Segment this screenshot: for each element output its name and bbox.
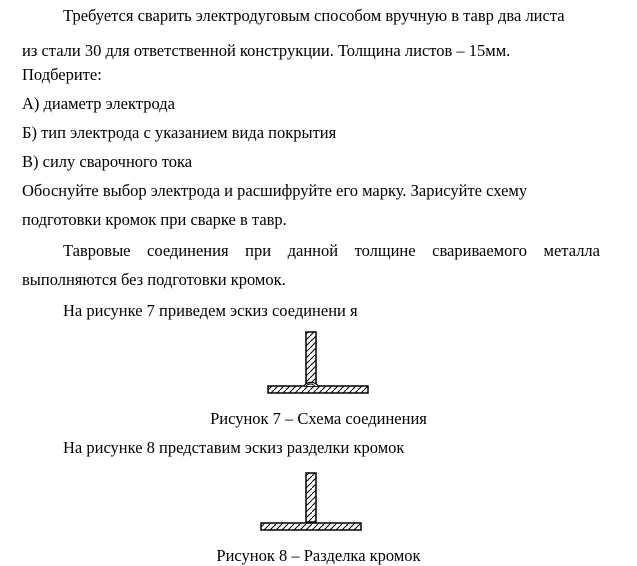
base-plate [268,386,368,393]
paragraph-1-line-3: Подберите: [22,65,102,84]
paragraph-3-line-2: выполняются без подготовки кромок. [22,270,286,289]
paragraph-4: На рисунке 7 приведем эскиз соединени я [63,301,358,320]
word: металла [543,241,600,260]
word: при [245,241,272,260]
word: свариваемого [432,241,527,260]
list-item-b: Б) тип электрода с указанием вида покрытия [22,123,337,142]
paragraph-1-line-2: из стали 30 для ответственной конструкции. Толщина листов – 15мм. [22,41,511,60]
word: толщине [354,241,416,260]
list-item-c: В) силу сварочного тока [22,152,193,171]
list-item-a: А) диаметр электрода [22,94,175,113]
figure-7-caption: Рисунок 7 – Схема соединения [210,409,427,428]
paragraph-5: На рисунке 8 представим эскиз разделки кромок [63,438,405,457]
paragraph-3-line-1 [63,241,600,261]
vertical-plate [306,332,316,386]
figure-8-edge-preparation-sketch [258,470,364,534]
word: данной [287,241,339,260]
word: соединения [147,241,229,260]
paragraph-2-line-1: Обоснуйте выбор электрода и расшифруйте его марку. Зарисуйте схему [22,181,528,200]
figure-7-tee-joint-sketch [262,330,372,398]
base-plate [261,523,361,530]
paragraph-1-line-1: Требуется сварить электродуговым способом вручную в тавр два листа [63,6,565,25]
figure-8-caption: Рисунок 8 – Разделка кромок [216,546,421,565]
word: Тавровые [63,241,131,260]
paragraph-2-line-2: подготовки кромок при сварке в тавр. [22,210,287,229]
vertical-plate [306,473,316,522]
